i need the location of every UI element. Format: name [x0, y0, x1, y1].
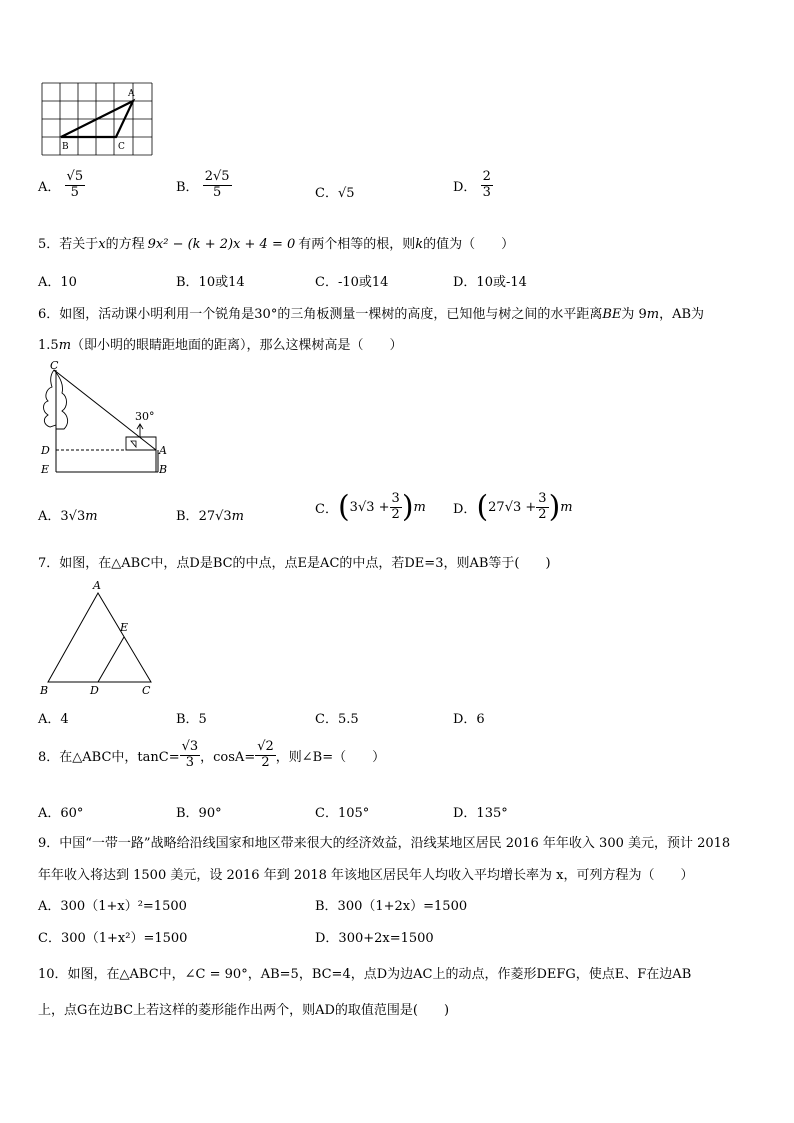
q5-option-d[interactable]: D．10或-14 [453, 275, 527, 290]
q5-equation: 9x² − (k + 2)x + 4 = 0 [147, 237, 296, 252]
q8-stem: 8．在△ABC中，tanC= $\frac{√3}{3}$ ，cosA= $\frac{√2}{2}$ ，则∠B=（ ） [38, 739, 386, 770]
q7-option-a[interactable]: A．4 [38, 712, 69, 727]
q6-option-b[interactable]: B．27√3m [176, 509, 244, 524]
q8-option-d[interactable]: D．135° [453, 806, 508, 821]
label-a: A [93, 579, 101, 592]
q7-stem: 7．如图，在△ABC中，点D是BC的中点，点E是AC的中点，若DE=3，则AB等于( ) [38, 556, 551, 571]
q9-option-c[interactable]: C．300（1+x²）=1500 [38, 931, 188, 946]
q5-option-c[interactable]: C．-10或14 [315, 275, 389, 290]
tree-measurement-figure [38, 357, 178, 477]
q6-option-c[interactable]: C．(3√3 + $\frac{3}{2}$ )m [315, 489, 426, 525]
label-c: C [50, 359, 59, 372]
label-c: C [142, 684, 151, 697]
q4-option-b[interactable]: B． $\frac{2√5}{5}$ [176, 169, 230, 200]
label-a: A [128, 89, 135, 99]
label-e: E [120, 621, 129, 634]
label-d: D [90, 684, 99, 697]
q10-stem-line2: 上，点G在边BC上若这样的菱形能作出两个，则AD的取值范围是( ) [38, 1003, 450, 1018]
label-c: C [118, 142, 125, 152]
q4-d-denominator: 3 [482, 184, 491, 200]
q4-option-c[interactable]: C．√5 [315, 186, 355, 201]
q5-stem: 5．若关于x的方程 9x² − (k + 2)x + 4 = 0 有两个相等的根，则k的值为（ ） [38, 237, 515, 252]
label-angle: 30° [135, 410, 155, 423]
q7-option-d[interactable]: D．6 [453, 712, 485, 727]
label-b: B [40, 684, 49, 697]
q6-stem-line1: 6．如图，活动课小明利用一个锐角是30°的三角板测量一棵树的高度，已知他与树之间的水平距离BE为 9m，AB为 [38, 307, 705, 322]
q6-stem-line2: 1.5m（即小明的眼睛距地面的距离），那么这棵树高是（ ） [38, 338, 403, 353]
q7-option-c[interactable]: C．5.5 [315, 712, 359, 727]
q4-a-numerator: √5 [66, 169, 84, 184]
grid-triangle-figure [38, 80, 158, 160]
q6-option-d[interactable]: D．(27√3 + $\frac{3}{2}$ )m [453, 489, 573, 525]
q9-option-d[interactable]: D．300+2x=1500 [315, 931, 434, 946]
q10-stem-line1: 10．如图，在△ABC中，∠C = 90°，AB=5，BC=4，点D为边AC上的动点，作菱形DEFG，使点E、F在边AB [38, 967, 692, 982]
q9-stem-line1: 9．中国“一带一路”战略给沿线国家和地区带来很大的经济效益，沿线某地区居民 2016 年年收入 300 美元，预计 2018 [38, 836, 731, 851]
q4-d-numerator: 2 [482, 169, 491, 184]
q4-b-denominator: 5 [212, 184, 222, 200]
triangle-midpoint-figure [38, 575, 168, 700]
label-d: D [41, 444, 50, 457]
q9-option-b[interactable]: B．300（1+2x）=1500 [315, 899, 468, 914]
q4-option-d[interactable]: D． $\frac{2}{3}$ [453, 169, 491, 200]
q9-option-a[interactable]: A．300（1+x）²=1500 [38, 899, 187, 914]
label-e: E [41, 463, 50, 476]
label-a: A [159, 444, 167, 457]
q4-b-numerator: 2√5 [204, 169, 230, 184]
q8-option-c[interactable]: C．105° [315, 806, 370, 821]
q7-option-b[interactable]: B．5 [176, 712, 207, 727]
q4-a-denominator: 5 [70, 184, 79, 200]
q8-option-b[interactable]: B．90° [176, 806, 222, 821]
q4-option-a[interactable]: A． $\frac{√5}{5}$ [38, 169, 84, 200]
q5-option-a[interactable]: A．10 [38, 275, 77, 290]
q9-stem-line2: 年年收入将达到 1500 美元，设 2016 年到 2018 年该地区居民年人均收入平均增长率为 x，可列方程为（ ） [38, 868, 694, 883]
label-b: B [159, 463, 168, 476]
label-b: B [62, 142, 69, 152]
q6-option-a[interactable]: A．3√3m [38, 509, 98, 524]
q8-option-a[interactable]: A．60° [38, 806, 84, 821]
q5-option-b[interactable]: B．10或14 [176, 275, 245, 290]
